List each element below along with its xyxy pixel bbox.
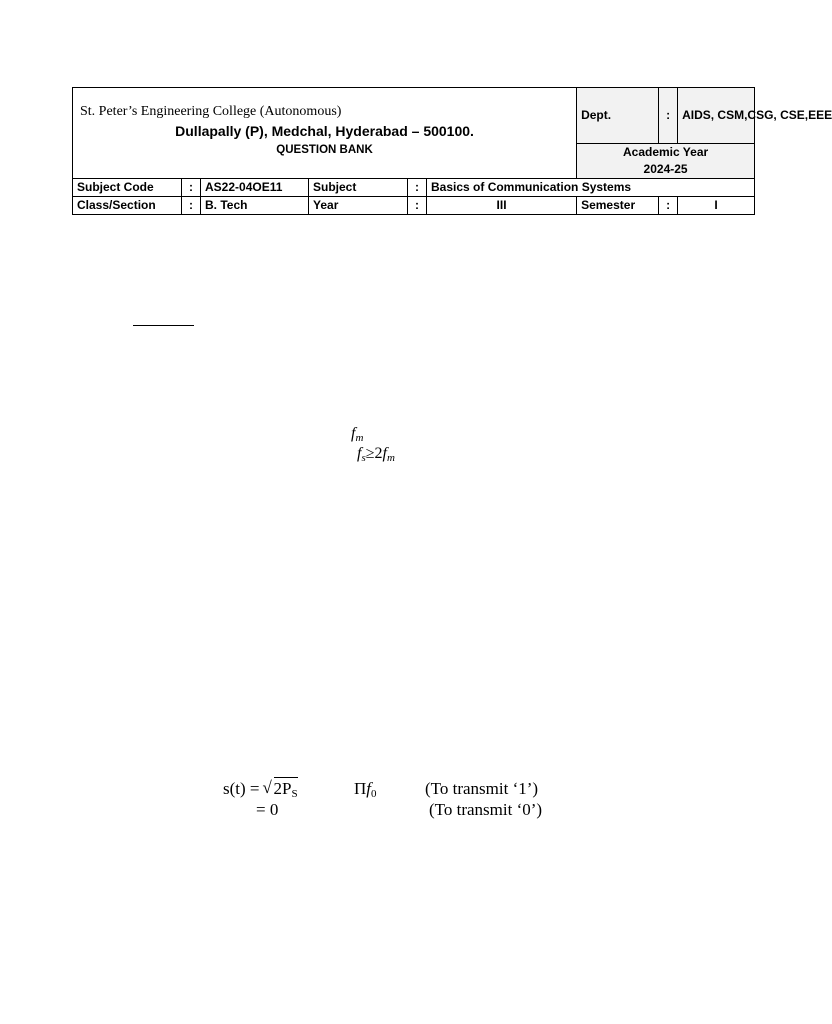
sqrt-expression: √ $2P_S$ [262,778,298,800]
transmit-one-label: (To transmit ‘1’) [425,779,539,798]
dept-label: Dept. [577,88,659,144]
f0-subscript: 0 [371,788,377,800]
academic-year-label: Academic Year [622,145,709,159]
college-info [73,88,577,179]
sqrt-radicand: 2P [273,779,292,798]
pi-f0-expression [354,779,377,800]
fm-subscript: m [355,432,364,444]
year-label: Year [309,197,408,215]
semester-value: I [678,197,755,215]
subject-label: Subject [309,179,408,197]
fs-symbol: f [357,445,362,462]
subject-colon: : [408,179,427,197]
dept-colon: : [659,88,678,144]
fm-rhs-symbol: f [382,445,387,462]
subject-code-label: Subject Code [73,179,182,197]
fs-relation: ≥2 [365,445,383,462]
header-table [72,87,832,215]
fm-rhs-subscript: m [386,452,395,464]
year-value: III [427,197,577,215]
signal-equation-lhs [223,779,298,800]
class-colon: : [182,197,201,215]
f0-symbol: f [366,779,372,798]
pi-symbol: Π [354,779,367,798]
class-value: B. Tech [201,197,309,215]
st-lhs: s(t) = [223,779,260,798]
blank-underline [133,325,194,326]
class-label: Class/Section [73,197,182,215]
academic-year-cell [577,144,755,179]
transmit-zero-label: (To transmit ‘0’) [429,800,543,819]
academic-year-value: 2024-25 [643,162,688,176]
sqrt-radicand-subscript: S [291,788,298,800]
fm-symbol: f [351,425,356,442]
fm-expression [351,425,363,444]
zero-line: = 0 [256,800,279,819]
fs-subscript: s [361,452,366,464]
subject-code-colon: : [182,179,201,197]
college-name: St. Peter’s Engineering College (Autonomous) [80,104,342,119]
subject-value: Basics of Communication Systems [427,179,755,197]
year-colon: : [408,197,427,215]
document-type: QUESTION BANK [276,144,373,156]
college-address: Dullapally (P), Medchal, Hyderabad – 500100. [175,123,474,139]
subject-code-value: AS22-04OE11 [201,179,309,197]
semester-label: Semester [577,197,659,215]
dept-value: AIDS, CSM,CSG, CSE,EEE [678,88,755,144]
semester-colon: : [659,197,678,215]
sampling-theorem-expression [357,445,395,464]
